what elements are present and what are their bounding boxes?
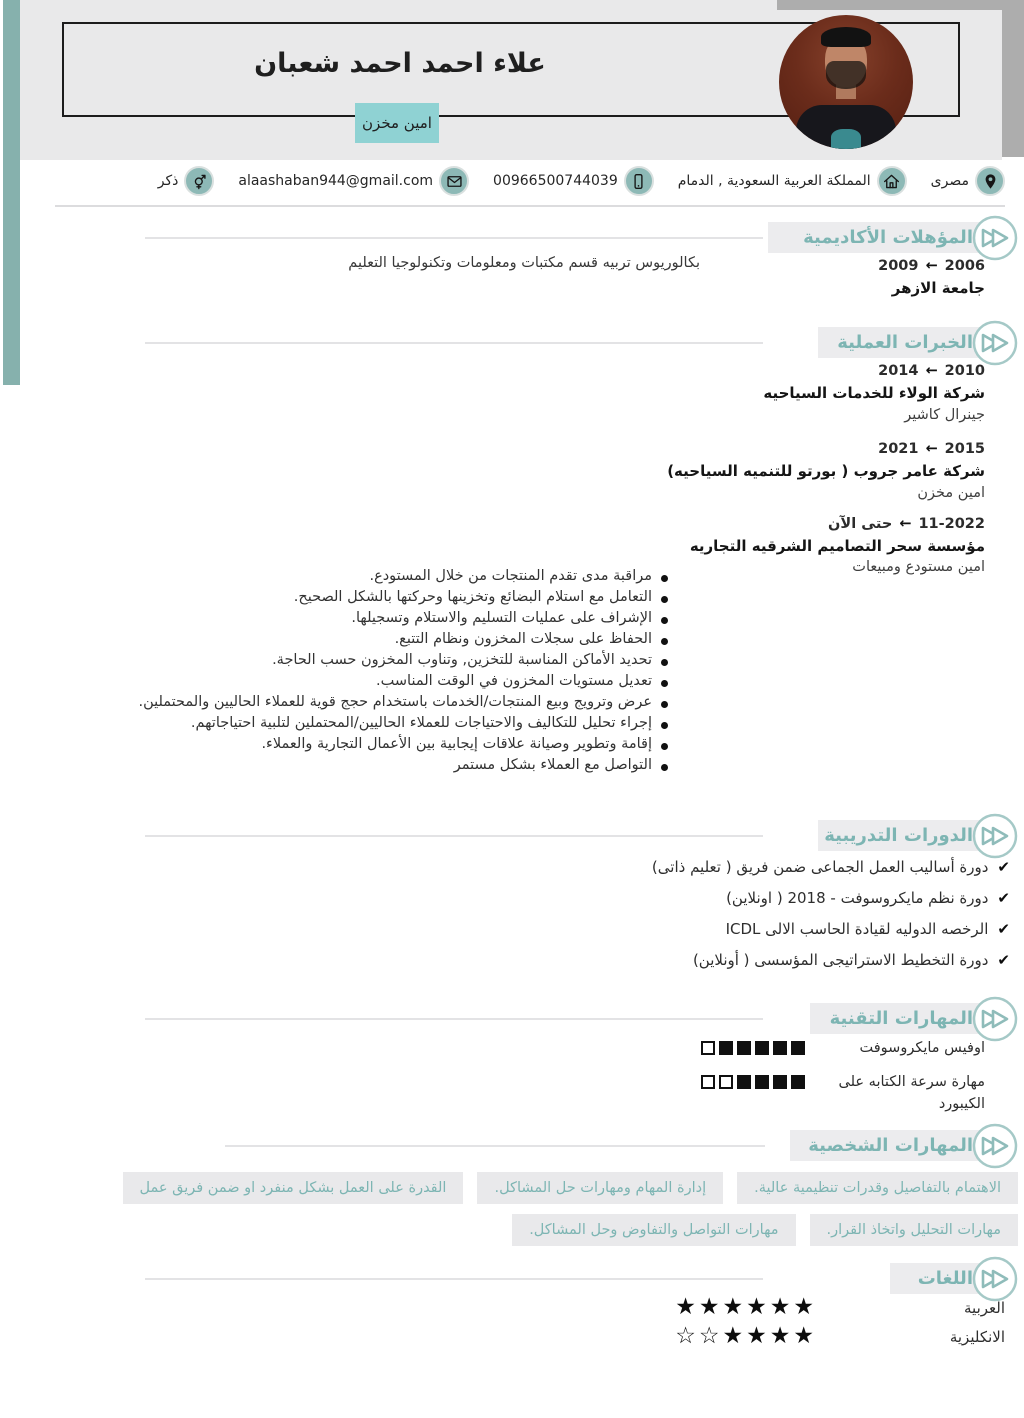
arrow-left-icon: ← [925,441,938,457]
section-header-courses [818,820,985,851]
fast-forward-icon [971,214,1019,262]
contact-label: مصرى [930,173,969,189]
duty-item [28,715,668,731]
contact-item [238,166,469,196]
home-icon [877,166,907,196]
education-school: جامعة الازهر [891,279,985,297]
skill-chip: الاهتمام بالتفاصيل وقدرات تنظيمية عالية. [737,1172,1018,1204]
rating-squares [701,1041,805,1055]
mobile-phone-icon [624,166,654,196]
duty-text: الحفاظ على سجلات المخزون ونظام التتبع. [394,631,652,647]
fast-forward-icon [971,995,1019,1043]
course-item [652,920,1010,938]
star-filled: ★ [746,1294,767,1320]
duty-item [28,631,668,647]
star-filled: ★ [793,1294,814,1320]
arrow-left-icon: ← [925,363,938,379]
square-empty [701,1041,715,1055]
fast-forward-icon [971,1122,1019,1170]
arrow-left-icon: ← [899,516,912,532]
date-end: 2009 [878,258,919,274]
experience-dates [828,516,985,532]
section-title: اللغات [917,1268,973,1289]
duty-text: إقامة وتطوير وصيانة علاقات إيجابية بين الأعمال التجارية والعملاء. [261,736,652,752]
candidate-name: علاء احمد احمد شعبان [254,48,546,79]
square-filled [773,1075,787,1089]
star-filled: ★ [769,1323,791,1349]
section-title: المهارات التقنية [829,1008,973,1029]
duty-item [28,694,668,710]
bullet-icon [661,617,668,624]
contact-divider [55,205,1005,207]
fast-forward-icon [971,319,1019,367]
check-icon: ✔ [997,858,1010,876]
star-filled: ★ [675,1294,696,1320]
tech-skill-label: اوفيس مايكروسوفت [859,1040,985,1056]
star-filled: ★ [722,1294,744,1320]
bullet-icon [661,596,668,603]
bullet-icon [661,701,668,708]
course-item [652,889,1010,907]
star-filled: ★ [769,1294,791,1320]
tech-skill-row [701,1038,985,1060]
bullet-icon [661,743,668,750]
bullet-icon [661,638,668,645]
experience-company: شركة عامر جروب ( بورتو للتنميه السياحيه) [667,462,985,480]
experience-dates [878,363,985,379]
star-filled: ★ [698,1294,720,1320]
duty-text: الإشراف على عمليات التسليم والاستلام وتسجيلها. [351,610,652,626]
experience-duties-list [28,568,668,778]
section-title: الخبرات العملية [837,332,973,353]
square-filled [737,1041,751,1055]
section-divider [145,237,763,239]
bullet-icon [661,722,668,729]
star-filled: ★ [722,1323,744,1349]
section-header-experience [818,327,985,358]
section-divider [225,1145,765,1147]
contact-item [678,166,907,196]
education-degree: بكالوريوس تربيه قسم مكتبات ومعلومات وتكنولوجيا التعليم [348,255,700,271]
tech-skill-row [701,1072,985,1116]
location-pin-icon [975,166,1005,196]
section-title: المهارات الشخصية [808,1135,973,1156]
square-empty [719,1075,733,1089]
duty-item [28,589,668,605]
contact-bar [158,166,1005,196]
rating-stars [675,1296,814,1319]
contact-label: ذكر [157,173,179,189]
square-filled [737,1075,751,1089]
duty-item [28,673,668,689]
experience-dates [878,441,985,457]
experience-role: امين مستودع ومبيعات [852,559,985,575]
course-text: الرخصه الدوليه لقيادة الحاسب الالى ICDL [725,920,989,938]
date-end: 2014 [878,363,919,379]
education-dates [878,258,985,274]
duty-text: التواصل مع العملاء بشكل مستمر [453,757,652,773]
date-start: 2010 [944,363,985,379]
section-header-education [768,222,985,253]
experience-company: شركة الولاء للخدمات السياحيه [763,384,985,402]
duty-text: التعامل مع استلام البضائع وتخزينها وحركتها بالشكل الصحيح. [293,589,652,605]
contact-item [931,166,1005,196]
corner-decoration-right [1002,0,1024,157]
rating-squares [701,1075,805,1089]
profile-photo [779,15,913,149]
experience-role: جينرال كاشير [904,407,985,423]
star-filled: ★ [746,1323,767,1349]
section-divider [145,1278,763,1280]
course-text: دورة أساليب العمل الجماعى ضمن فريق ( تعليم ذاتى) [651,858,989,876]
star-empty: ☆ [675,1323,696,1349]
language-label: العربية [964,1298,1005,1317]
bullet-icon [661,764,668,771]
square-filled [773,1041,787,1055]
bullet-icon [661,680,668,687]
tech-skill-label: مهارة سرعة الكتابه على الكيبورد [838,1073,985,1112]
date-end: حتى الآن [828,516,893,532]
date-start: 11-2022 [918,516,985,532]
section-divider [145,342,763,344]
section-title: الدورات التدريبية [824,825,973,846]
tech-skills-list [701,1038,985,1127]
square-filled [755,1075,769,1089]
date-start: 2015 [944,441,985,457]
duty-text: تحديد الأماكن المناسبة للتخزين, وتناوب المخزون حسب الحاجة. [272,652,652,668]
star-empty: ☆ [698,1323,720,1349]
course-text: دورة التخطيط الاستراتيجى المؤسسى ( أونلاين) [692,951,989,969]
experience-company: مؤسسة سحر التصاميم الشرقيه التجاريه [689,537,985,555]
photo-hair [821,27,871,47]
duty-item [28,757,668,773]
square-empty [701,1075,715,1089]
duty-text: تعديل مستويات المخزون في الوقت المناسب. [376,673,652,689]
language-label: الانكليزية [949,1327,1005,1346]
duty-item [28,736,668,752]
rating-stars [675,1325,814,1348]
contact-label: 00966500744039 [493,173,618,189]
duty-text: عرض وترويج وبيع المنتجات/الخدمات باستخدام حجج قوية للعملاء الحاليين والمحتملين. [138,694,652,710]
duty-item [28,568,668,584]
photo-shirt [831,129,861,149]
side-accent-stripe [3,0,20,385]
contact-label: المملكة العربية السعودية , الدمام [677,173,871,189]
bullet-icon [661,659,668,666]
corner-decoration-top [777,0,1024,10]
duty-text: مراقبة مدى تقدم المنتجات من خلال المستودع. [369,568,652,584]
email-icon [439,166,469,196]
square-filled [791,1041,805,1055]
personal-skills-chips [33,1172,1018,1246]
date-end: 2021 [878,441,919,457]
contact-item [158,166,215,196]
fast-forward-icon [971,812,1019,860]
skill-chip: مهارات التحليل واتخاذ القرار. [810,1214,1018,1246]
languages-list [675,1296,1005,1354]
duty-text: إجراء تحليل للتكاليف والاحتياجات للعملاء الحاليين/المحتملين لتلبية احتياجاتهم. [190,715,652,731]
check-icon: ✔ [997,951,1010,969]
square-filled [791,1075,805,1089]
courses-list [652,858,1010,982]
skill-chip: إدارة المهام ومهارات حل المشاكل. [477,1172,723,1204]
section-divider [145,835,763,837]
date-start: 2006 [944,258,985,274]
section-header-tech-skills [810,1003,985,1034]
section-title: المؤهلات الأكاديمية [803,227,973,248]
section-divider [145,1018,763,1020]
square-filled [755,1041,769,1055]
language-row [675,1325,1005,1348]
duty-item [28,610,668,626]
duty-item [28,652,668,668]
skill-chip: القدرة على العمل بشكل منفرد او ضمن فريق عمل [123,1172,464,1204]
section-header-personal-skills [790,1130,985,1161]
course-text: دورة نظم مايكروسوفت - 2018 ( اونلاين) [726,889,989,907]
course-item [652,951,1010,969]
skill-chip: مهارات التواصل والتفاوض وحل المشاكل. [512,1214,795,1246]
check-icon: ✔ [997,889,1010,907]
contact-item [493,166,654,196]
star-filled: ★ [793,1323,814,1349]
job-title-badge: امين مخزن [355,103,439,143]
contact-label: alaashaban944@gmail.com [238,173,434,189]
course-item [652,858,1010,876]
arrow-left-icon: ← [925,258,938,274]
photo-beard [826,61,866,89]
check-icon: ✔ [997,920,1010,938]
square-filled [719,1041,733,1055]
experience-role: امين مخزن [917,485,985,501]
language-row [675,1296,1005,1319]
gender-icon [184,166,214,196]
bullet-icon [661,575,668,582]
